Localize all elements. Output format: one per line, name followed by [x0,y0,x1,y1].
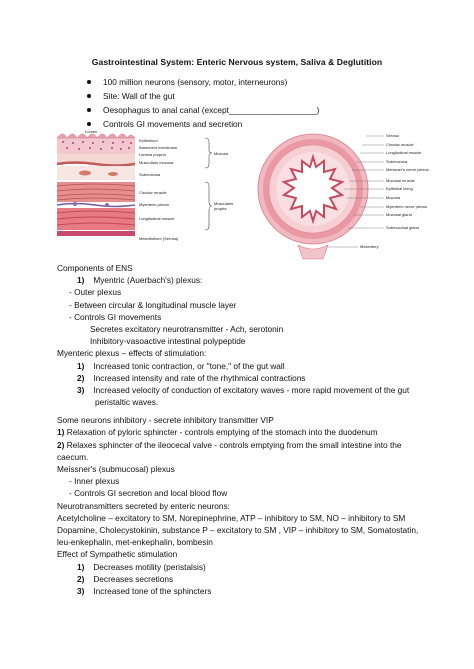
blood-vessel [108,172,118,176]
serosa-layer [57,231,135,236]
item-text: Increased tonic contraction, or "tone," of the gut wall [93,360,285,371]
gut-cross-section-figure [258,127,429,262]
page-title: Gastrointestinal System: Enteric Nervous system, Saliva & Deglutition [91,57,383,67]
item-number: 1) [77,360,85,371]
layer-labels [139,138,179,241]
section-label: Epithelial lining [386,186,413,191]
numbered-item [57,360,457,372]
bullet-item: Controls GI movements and secretion [86,117,319,131]
longitudinal-muscle-layer [57,208,135,230]
numbered-item [57,274,457,286]
layer-label: Longitudinal muscle [139,216,175,221]
numbered-item [57,585,457,597]
layer-label: Lamina propria [139,152,166,157]
cross-section-labels [360,133,429,249]
section-label: Longitudinal muscle [386,150,422,155]
blood-vessel [79,171,91,176]
section-label: Meissner's nerve plexus [386,167,429,172]
note-line: - Outer plexus [69,287,122,298]
epithelium-villi [57,134,135,154]
section-label: Mucosa [386,195,401,200]
layer-label: Submucosa [139,172,161,177]
bullet-item: 100 million neurons (sensory, motor, interneurons) [86,75,319,89]
section-label: Serosa [386,133,399,138]
item-text: Increased intensity and rate of the rhythmical contractions [93,372,306,383]
lumen-label: Lumen [85,129,98,134]
muscularis-bracket [205,182,212,230]
item-number: 2) [57,439,65,450]
item-number: 3) [77,384,85,395]
meissner-heading: Meissner's (submucosal) plexus [57,464,175,474]
note-line: Inhibitory-vasoactive intestinal polypeptide [90,336,246,347]
layer-label: Basement membrane [139,145,178,150]
layer-label: Myenteric plexus [139,202,170,207]
section-label: Myenteric nerve plexus [386,204,428,209]
circular-muscle-layer [57,182,135,202]
item-number: 1) [57,427,65,438]
item-number: 3) [77,585,85,596]
section-label: Mucosal gland [386,212,412,217]
item-text: Relaxes sphincter of the ileocecal valve - controls emptying from the small intestine into the [66,439,402,450]
bullet-item: Site: Wall of the gut [86,89,319,103]
note-line: - Controls GI secretion and local blood flow [69,488,228,499]
numbered-item [57,426,457,438]
section-label: Submucosal gland [386,225,419,230]
numbered-item [57,384,457,396]
numbered-item [57,372,457,384]
submucosa-layer [57,166,135,180]
section-label: Circular muscle [386,142,414,147]
section-label: Submucosa [386,159,408,164]
note-line: Dopamine, Cholecystokinin, substance P – excitatory to SM , VIP – inhibitory to SM, Somatostatin, [57,524,419,535]
note-line: - Inner plexus [69,476,120,487]
overview-bullet-list [86,75,319,131]
group-label-mucosa: Mucosa [214,151,229,156]
item-number: 2) [77,372,85,383]
myenteric-plexus-layer [57,202,135,207]
section-label: Mucosal muscle [386,178,415,183]
effects-heading: Myenteric plexus – effects of stimulation: [57,348,207,359]
layer-label: Muscularis mucosa [139,160,174,165]
mucosa-bracket [205,138,212,168]
mesentery [298,245,328,259]
item-text: Decreases secretions [93,573,174,584]
section-label: Mesentery [360,244,379,249]
item-number: 1) [77,275,85,286]
item-text: Increased velocity of conduction of excitatory waves - more rapid movement of the gut [93,384,410,395]
layer-label: Mesothelium (Serosa) [139,236,179,241]
note-line: caecum. [57,451,89,462]
item-number: 1) [77,561,85,572]
numbered-item [57,573,457,585]
gut-wall-layers-figure [55,128,234,251]
sympathetic-heading: Effect of Sympathetic stimulation [57,549,178,560]
neurotransmitters-heading: Neurotransmitters secreted by enteric neurons: [57,500,230,511]
layer-label: Circular muscle [139,190,167,195]
item-text: Increased tone of the sphincters [93,585,212,596]
note-line: leu-enkephalin, met-enkephalin, bombesin [57,537,213,548]
group-label-muscularis: Muscularis propria [214,201,234,211]
item-text: Myentric (Auerbach's) plexus: [93,275,203,286]
notes-body [57,262,457,597]
components-heading: Components of ENS [57,263,133,273]
note-line: peristaltic waves. [95,397,159,408]
item-text: Relaxation of pyloric sphincter - controls emptying of the stomach into the duodenum [66,427,378,438]
note-line: Secretes excitatory neurotransmitter - Ach, serotonin [90,323,284,334]
note-line: - Controls GI movements [69,311,162,322]
layer-label: Epithelium [139,138,158,143]
numbered-item [57,561,457,573]
numbered-item [57,439,457,451]
item-number: 2) [77,573,85,584]
note-line: Acetylcholine – excitatory to SM, Norepinephrine, ATP – inhibitory to SM, NO – inhibitory to SM [57,512,406,523]
item-text: Decreases motility (peristalsis) [93,561,206,572]
inhibitory-heading: Some neurons inhibitory - secrete inhibitory transmitter VIP [57,415,274,426]
bullet-item: Oesophagus to anal canal (except___________________) [86,103,319,117]
note-line: - Between circular & longitudinal muscle layer [69,299,237,310]
